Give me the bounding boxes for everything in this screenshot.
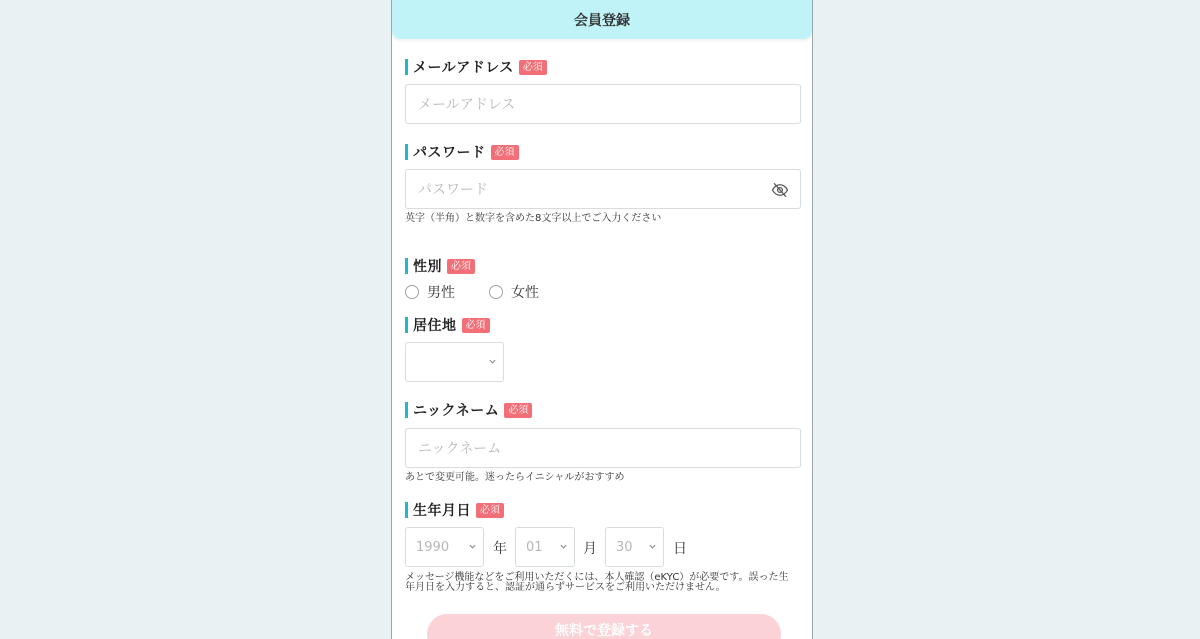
residence-select[interactable] <box>405 342 504 382</box>
birthday-label-text: 生年月日 <box>413 503 471 519</box>
email-field[interactable] <box>405 84 801 124</box>
label-accent-bar <box>405 144 408 160</box>
nickname-helper: あとで変更可能。迷ったらイニシャルがおすすめ <box>405 472 625 483</box>
radio-button[interactable] <box>405 285 419 299</box>
password-field[interactable] <box>405 169 801 209</box>
radio-button[interactable] <box>489 285 503 299</box>
birth-month-select[interactable] <box>515 527 575 567</box>
label-accent-bar <box>405 402 408 418</box>
email-label-text: メールアドレス <box>413 60 514 76</box>
nickname-label <box>405 401 532 419</box>
chevron-down-icon <box>468 542 477 551</box>
required-badge: 必須 <box>476 503 504 518</box>
radio-label: 女性 <box>511 285 539 301</box>
registration-screen <box>391 0 813 639</box>
header-bar <box>392 0 812 39</box>
radio-label: 男性 <box>427 285 455 301</box>
birth-month-value: 01 <box>526 539 543 555</box>
required-badge: 必須 <box>447 259 475 274</box>
birthday-helper-line-1: メッセージ機能などをご利用いただくには、本人確認（eKYC）が必要です。誤った生 <box>405 572 789 583</box>
nickname-field[interactable] <box>405 428 801 468</box>
birthday-label <box>405 501 504 519</box>
required-badge: 必須 <box>504 403 532 418</box>
birth-day-value: 30 <box>616 539 633 555</box>
label-accent-bar <box>405 258 408 274</box>
email-label <box>405 58 547 76</box>
label-accent-bar <box>405 502 408 518</box>
password-placeholder: パスワード <box>418 182 488 198</box>
chevron-down-icon <box>559 542 568 551</box>
chevron-down-icon <box>648 542 657 551</box>
gender-option-female[interactable] <box>489 282 539 302</box>
label-accent-bar <box>405 317 408 333</box>
nickname-placeholder: ニックネーム <box>418 441 502 457</box>
birthday-helper-line-2: 年月日を入力すると、認証が通らずサービスをご利用いただけません。 <box>405 582 726 593</box>
password-label-text: パスワード <box>413 145 486 161</box>
gender-option-male[interactable] <box>405 282 455 302</box>
email-placeholder: メールアドレス <box>418 97 516 113</box>
eye-off-icon[interactable] <box>771 181 789 199</box>
gender-label <box>405 257 475 275</box>
gender-radio-group <box>405 282 573 302</box>
submit-button[interactable]: 無料で登録する <box>427 614 781 639</box>
required-badge: 必須 <box>462 318 490 333</box>
residence-label <box>405 316 490 334</box>
label-accent-bar <box>405 59 408 75</box>
nickname-label-text: ニックネーム <box>413 403 500 419</box>
gender-label-text: 性別 <box>413 259 442 275</box>
birth-year-value: 1990 <box>416 539 450 555</box>
chevron-down-icon <box>488 357 497 366</box>
residence-label-text: 居住地 <box>413 318 457 334</box>
year-unit: 年 <box>493 541 507 557</box>
birth-year-select[interactable] <box>405 527 484 567</box>
password-helper: 英字（半角）と数字を含めた8文字以上でご入力ください <box>405 213 662 224</box>
birth-day-select[interactable] <box>605 527 664 567</box>
password-label <box>405 143 519 161</box>
required-badge: 必須 <box>491 145 519 160</box>
day-unit: 日 <box>673 541 687 557</box>
required-badge: 必須 <box>519 60 547 75</box>
page-title: 会員登録 <box>574 13 630 29</box>
month-unit: 月 <box>583 541 597 557</box>
